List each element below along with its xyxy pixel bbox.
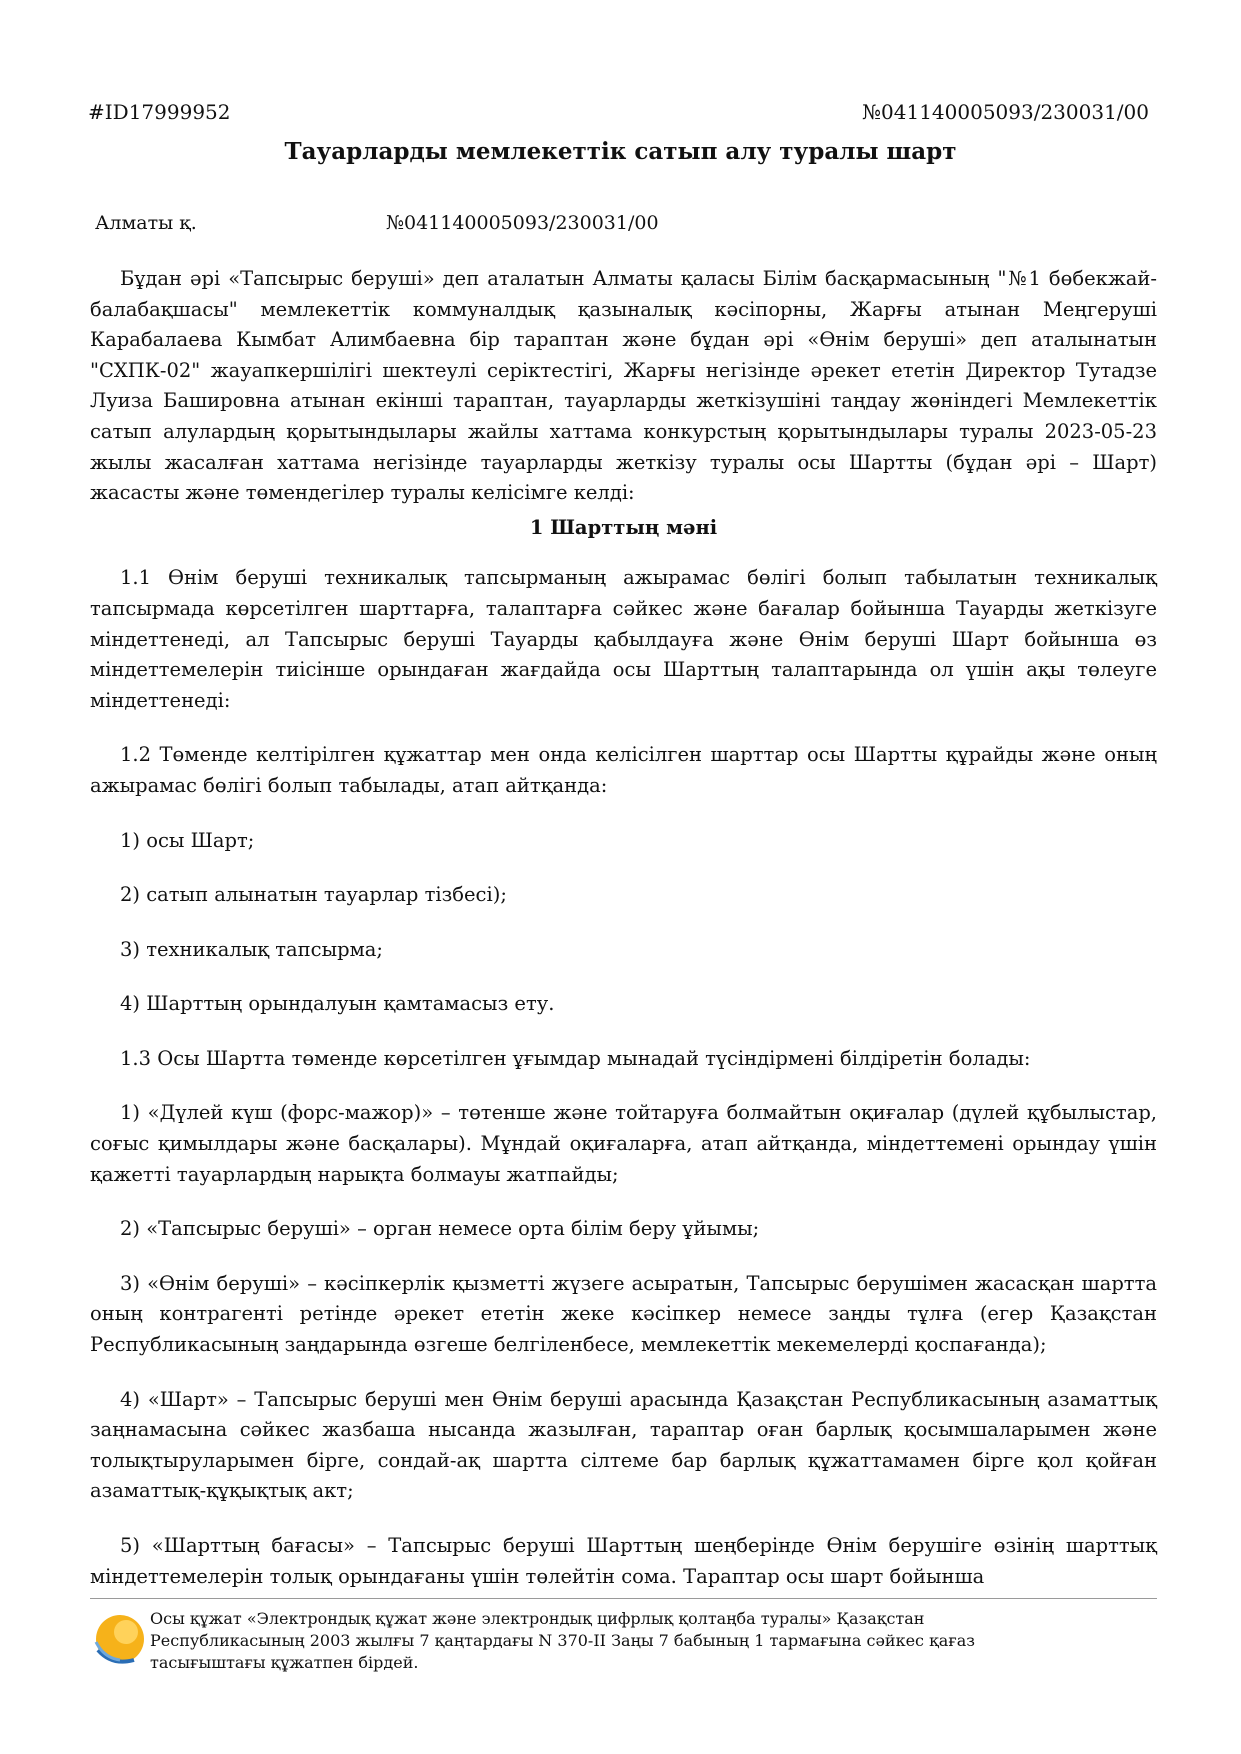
section-heading: 1 Шарттың мәні bbox=[529, 515, 718, 539]
clause-1-2: 1.2 Төменде келтірілген құжаттар мен онда келісілген шарттар осы Шартты құрайды және оның ажырамас бөлігі болып табылады, атап айтқанда: bbox=[90, 743, 1157, 797]
list-item: 4) Шарттың орындалуын қамтамасыз ету. bbox=[120, 992, 555, 1016]
definition-item: 2) «Тапсырыс беруші» – орган немесе орта білім беру ұйымы; bbox=[120, 1217, 760, 1241]
contract-number-header: №041140005093/230031/00 bbox=[862, 100, 1149, 124]
list-item: 2) сатып алынатын тауарлар тізбесі); bbox=[120, 883, 507, 907]
footer-divider bbox=[90, 1598, 1157, 1599]
definition-item: 5) «Шарттың бағасы» – Тапсырыс беруші Шарттың шеңберінде Өнім берушіге өзінің шарттық міндеттемелерін толық орындағаны үшін төлейтін сома. Тараптар осы шарт бойынша bbox=[90, 1534, 1157, 1588]
list-item: 3) техникалық тапсырма; bbox=[120, 937, 383, 961]
document-id: #ID17999952 bbox=[88, 100, 231, 124]
contract-body bbox=[90, 264, 1157, 1616]
definition-item: 4) «Шарт» – Тапсырыс беруші мен Өнім беруші арасында Қазақстан Республикасының азаматтық заңнамасына сәйкес жазбаша нысанда жазылған, тараптар оған барлық қосымшаларымен және толықтыруларымен бірге, сондай-ақ шартта сілтеме бар барлық құжаттамамен бірге қол қойған азаматтық-құқықтық акт; bbox=[90, 1387, 1157, 1503]
definition-item: 3) «Өнім беруші» – кәсіпкерлік қызметті жүзеге асыратын, Тапсырыс берушімен жасасқан шартта оның контрагенті ретінде әрекет ететін жеке кәсіпкер немесе заңды тұлға (егер Қазақстан Республикасының заңдарында өзгеше белгіленбесе, мемлекеттік мекемелерді қоспағанда); bbox=[90, 1271, 1157, 1357]
contract-number: №041140005093/230031/00 bbox=[386, 212, 659, 234]
city-label: Алматы қ. bbox=[95, 212, 197, 234]
page-title: Тауарларды мемлекеттік сатып алу туралы шарт bbox=[284, 138, 957, 165]
list-item: 1) осы Шарт; bbox=[120, 828, 255, 852]
clause-1-3: 1.3 Осы Шартта төменде көрсетілген ұғымдар мынадай түсіндірмені білдіретін болады: bbox=[120, 1046, 1031, 1070]
preamble-paragraph: Бұдан әрі «Тапсырыс беруші» деп аталатын Алматы қаласы Білім басқармасының "№1 бөбекжай-балабақшасы" мемлекеттік коммуналдық қазыналық кәсіпорны, Жарғы атынан Меңгеруші Карабалаева Кымбат Алимбаевна бір тараптан және бұдан әрі «Өнім беруші» деп аталынатын "СХПК-02" жауапкершілігі шектеулі серіктестігі, Жарғы негізінде әрекет ететін Директор Тутадзе Луиза Башировна атынан екінші тараптан, тауарларды жеткізушіні таңдау жөніндегі Мемлекеттік сатып алулардың қорытындылары жайлы хаттама конкурстың қорытындылары туралы 2023-05-23 жылы жасалған хаттама негізінде тауарларды жеткізу туралы осы Шартты (бұдан әрі – Шарт) жасасты және төмендегілер туралы келісімге келді: bbox=[90, 267, 1157, 505]
footer-legal-text: Осы құжат «Электрондық құжат және электрондық цифрлық қолтаңба туралы» Қазақстан Республикасының 2003 жылғы 7 қаңтардағы N 370-II Заңы 7 бабының 1 тармағына сәйкес қағаз тасығыштағы құжатпен бірдей. bbox=[150, 1609, 975, 1672]
clause-1-1: 1.1 Өнім беруші техникалық тапсырманың ажырамас бөлігі болып табылатын техникалық тапсырмада көрсетілген шарттарға, талаптарға сәйкес және бағалар бойынша Тауарды жеткізуге міндеттенеді, ал Тапсырыс беруші Тауарды қабылдауға және Өнім беруші Шарт бойынша өз міндеттемелерін тиісінше орындаған жағдайда осы Шарттың талаптарында ол үшін ақы төлеуге міндеттенеді: bbox=[90, 566, 1157, 712]
page-footer bbox=[0, 1598, 1241, 1754]
egov-logo-icon bbox=[90, 1610, 148, 1668]
definition-item: 1) «Дүлей күш (форс-мажор)» – төтенше және тойтаруға болмайтын оқиғалар (дүлей құбылыстар, соғыс қимылдары және басқалары). Мұндай оқиғаларға, атап айтқанда, міндеттемені орындау үшін қажетті тауарлардың нарықта болмауы жатпайды; bbox=[90, 1101, 1157, 1186]
